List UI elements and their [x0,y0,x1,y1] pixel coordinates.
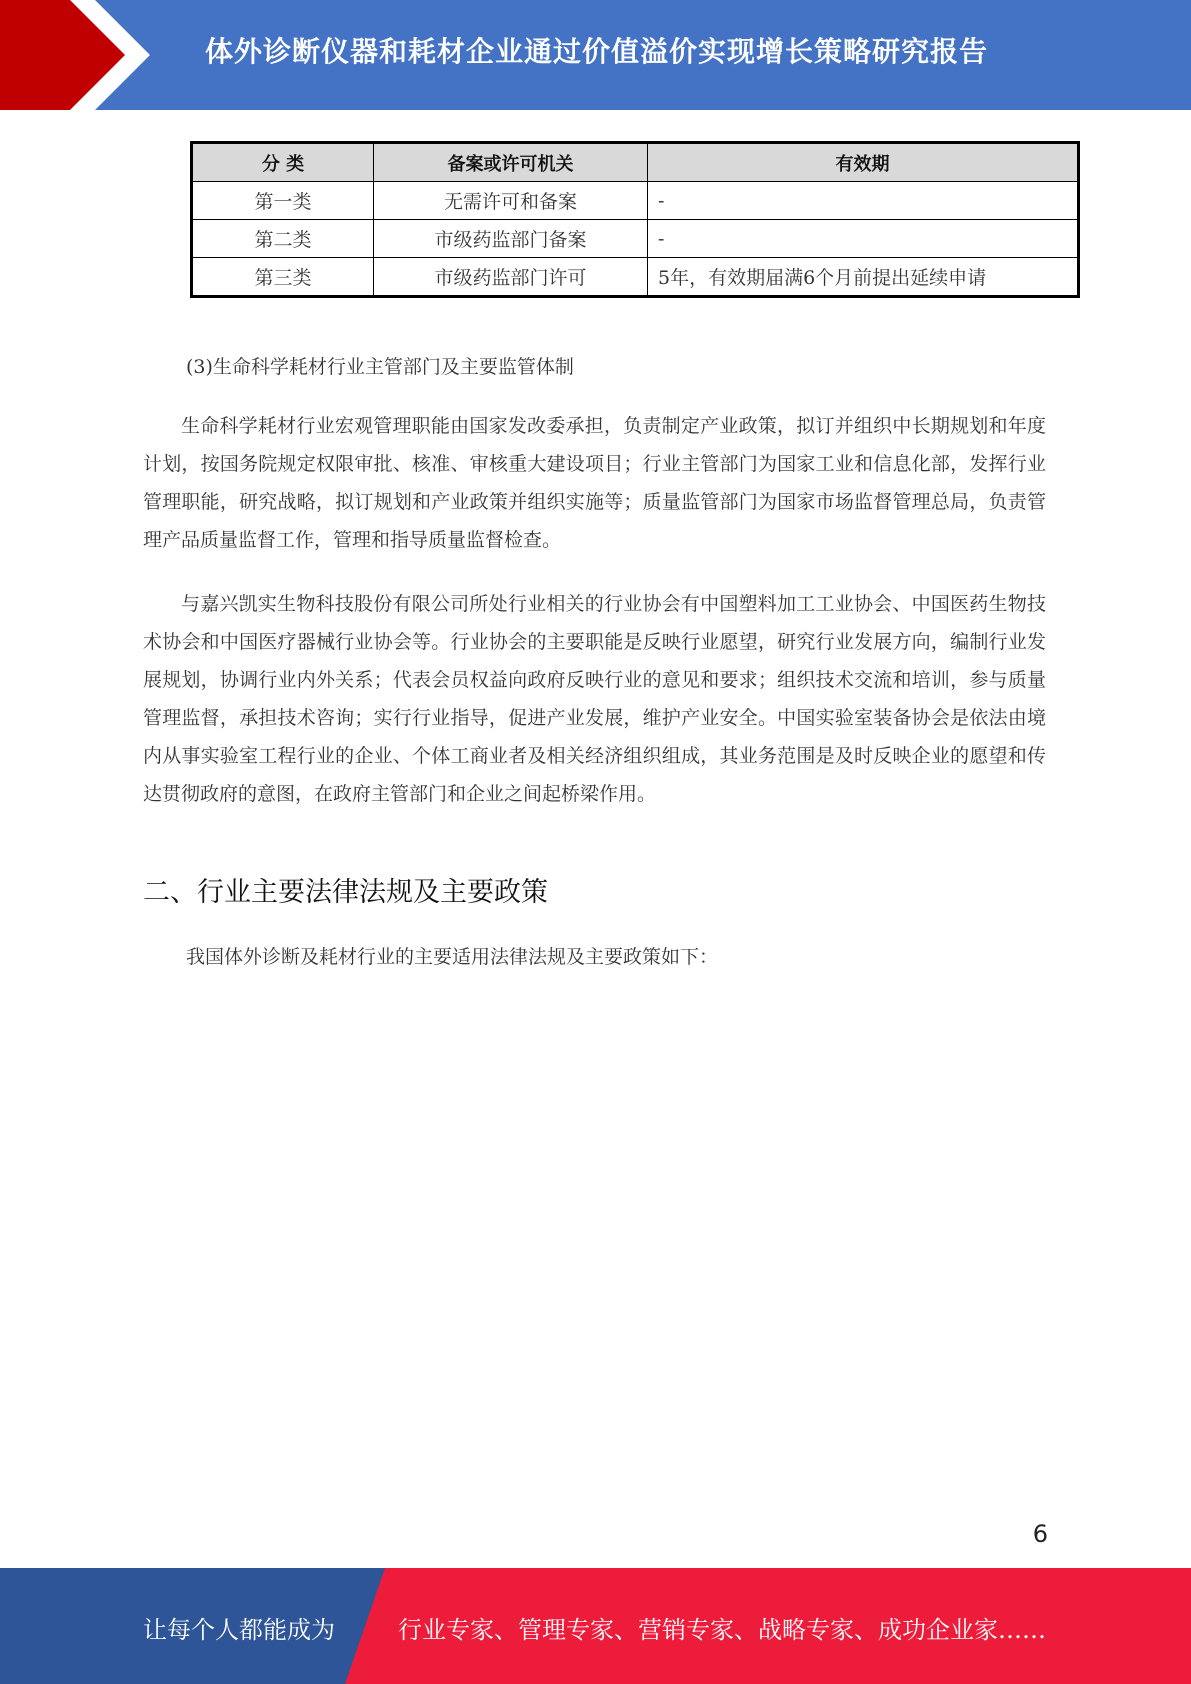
table-cell-authority: 无需许可和备案 [374,182,648,220]
footer-slogan-right: 行业专家、管理专家、营销专家、战略专家、成功企业家…… [398,1616,1046,1644]
table-cell-authority: 市级药监部门许可 [374,258,648,297]
section-intro: 我国体外诊断及耗材行业的主要适用法律法规及主要政策如下： [186,946,719,968]
table-row [192,220,1079,258]
table-cell-authority: 市级药监部门备案 [374,220,648,258]
table-cell-validity: 5年，有效期届满6个月前提出延续申请 [648,258,1079,297]
registration-table [190,141,1080,298]
table-cell-category: 第一类 [192,182,374,220]
table-row [192,182,1079,220]
table-cell-category: 第三类 [192,258,374,297]
page-header [0,0,1191,110]
table-header-category: 分 类 [192,143,374,182]
subsection-heading: (3)生命科学耗材行业主管部门及主要监管体制 [186,356,574,378]
table-header-authority: 备案或许可机关 [374,143,648,182]
header-chevron-decoration [0,0,200,110]
paragraph-industry-associations: 与嘉兴凯实生物科技股份有限公司所处行业相关的行业协会有中国塑料加工工业协会、中国医药生物技术协会和中国医疗器械行业协会等。行业协会的主要职能是反映行业愿望，研究行业发展方向，编制行业发展规划，协调行业内外关系；代表会员权益向政府反映行业的意见和要求；组织技术交流和培训，参与质量管理监督，承担技术咨询；实行行业指导，促进产业发展，维护产业安全。中国实验室装备协会是依法由境内从事实验室工程行业的企业、个体工商业者及相关经济组织组成，其业务范围是及时反映企业的愿望和传达贯彻政府的意图，在政府主管部门和企业之间起桥梁作用。 [143,593,1046,805]
paragraph-regulatory-bodies: 生命科学耗材行业宏观管理职能由国家发改委承担，负责制定产业政策，拟订并组织中长期规划和年度计划，按国务院规定权限审批、核准、审核重大建设项目；行业主管部门为国家工业和信息化部，发挥行业管理职能，研究战略，拟订规划和产业政策并组织实施等；质量监管部门为国家市场监督管理总局，负责管理产品质量监督工作，管理和指导质量监督检查。 [143,415,1046,551]
table-header-row [192,143,1079,182]
table-cell-validity: - [648,182,1079,220]
page-number: 6 [1032,1520,1048,1548]
report-title: 体外诊断仪器和耗材企业通过价值溢价实现增长策略研究报告 [205,35,989,68]
table-header-validity: 有效期 [648,143,1079,182]
page-footer [0,1568,1191,1684]
table-row [192,258,1079,297]
footer-slogan-left: 让每个人都能成为 [143,1616,335,1644]
section-heading: 二、行业主要法律法规及主要政策 [143,877,548,908]
table-cell-category: 第二类 [192,220,374,258]
table-cell-validity: - [648,220,1079,258]
